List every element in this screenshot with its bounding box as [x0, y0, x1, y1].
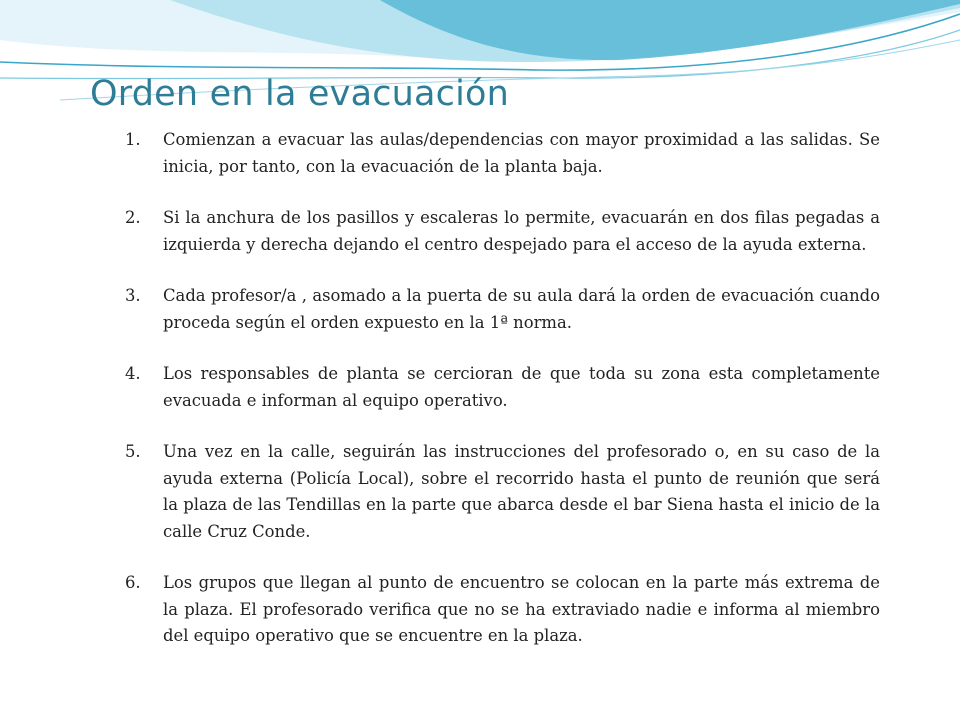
- rule-item-6: [120, 570, 880, 650]
- rule-number: 2.: [125, 208, 141, 227]
- evacuation-rules-list: [120, 127, 880, 675]
- rule-item-2: [120, 205, 880, 258]
- rule-item-3: [120, 283, 880, 336]
- rule-number: 6.: [125, 573, 141, 592]
- rule-item-5: [120, 439, 880, 545]
- rule-text: Los responsables de planta se cercioran de que toda su zona esta completamente evacuada e informan al equipo operativo.: [163, 364, 880, 410]
- rule-item-4: [120, 361, 880, 414]
- rule-text: Cada profesor/a , asomado a la puerta de su aula dará la orden de evacuación cuando proceda según el orden expuesto en la 1ª norma.: [163, 286, 880, 332]
- slide-title: Orden en la evacuación: [90, 74, 510, 114]
- rule-text: Los grupos que llegan al punto de encuentro se colocan en la parte más extrema de la plaza. El profesorado verifica que no se ha extraviado nadie e informa al miembro del equipo operativo que se encuentre en la plaza.: [163, 573, 880, 645]
- rule-number: 3.: [125, 286, 141, 305]
- rule-text: Una vez en la calle, seguirán las instrucciones del profesorado o, en su caso de la ayuda externa (Policía Local), sobre el recorrido hasta el punto de reunión que será la plaza de las Tendillas en la parte que abarca desde el bar Siena hasta el inicio de la calle Cruz Conde.: [163, 442, 880, 541]
- rule-text: Si la anchura de los pasillos y escaleras lo permite, evacuarán en dos filas pegadas a izquierda y derecha dejando el centro despejado para el acceso de la ayuda externa.: [163, 208, 880, 254]
- rule-item-1: [120, 127, 880, 180]
- rule-text: Comienzan a evacuar las aulas/dependencias con mayor proximidad a las salidas. Se inicia, por tanto, con la evacuación de la planta baja.: [163, 130, 880, 176]
- rule-number: 4.: [125, 364, 141, 383]
- rule-number: 1.: [125, 130, 141, 149]
- rule-number: 5.: [125, 442, 141, 461]
